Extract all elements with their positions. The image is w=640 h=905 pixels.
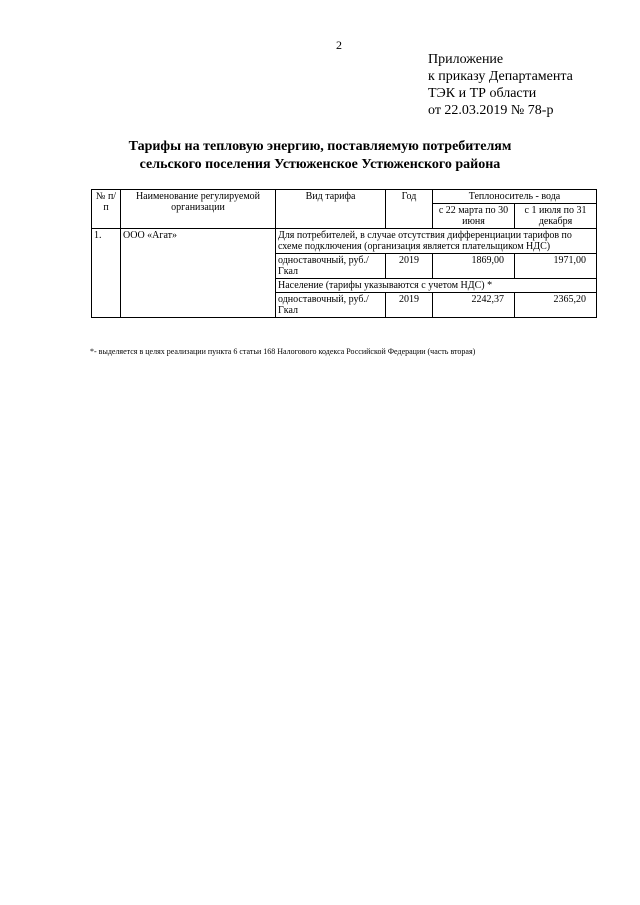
header-period-2: с 1 июля по 31 декабря — [515, 204, 597, 229]
appendix-line-3: ТЭК и ТР области — [428, 86, 537, 101]
group-1-tariff-type: одноставочный, руб./Гкал — [276, 254, 386, 279]
group-1-value-2: 1971,00 — [515, 254, 597, 279]
tariff-table — [91, 189, 597, 318]
page-number: 2 — [336, 38, 342, 52]
document-title — [80, 138, 560, 174]
title-line-1: Тарифы на тепловую энергию, поставляемую потребителям — [128, 139, 512, 154]
table-header-row — [92, 190, 597, 204]
appendix-line-1: Приложение — [428, 52, 504, 67]
appendix-line-2: к приказу Департамента — [428, 69, 573, 84]
header-organization: Наименование регулируемой организации — [121, 190, 276, 229]
group-2-tariff-type: одноставочный, руб./Гкал — [276, 293, 386, 318]
header-num: № п/п — [92, 190, 121, 229]
header-period-1: с 22 марта по 30 июня — [433, 204, 515, 229]
header-heat-carrier: Теплоноситель - вода — [433, 190, 597, 204]
title-line-2: сельского поселения Устюженское Устюженского района — [139, 157, 501, 172]
header-year: Год — [386, 190, 433, 229]
group-2-year: 2019 — [386, 293, 433, 318]
row-organization: ООО «Агат» — [121, 229, 276, 318]
row-num: 1. — [92, 229, 121, 318]
group-1-value-1: 1869,00 — [433, 254, 515, 279]
group-1-year: 2019 — [386, 254, 433, 279]
header-tariff-type: Вид тарифа — [276, 190, 386, 229]
footnote: *- выделяется в целях реализации пункта 6 статьи 168 Налогового кодекса Российской Федерации (часть вторая) — [90, 347, 476, 356]
group-2-label: Население (тарифы указываются с учетом НДС) * — [276, 279, 597, 293]
appendix-line-4: от 22.03.2019 № 78-р — [428, 103, 554, 118]
group-1-label: Для потребителей, в случае отсутствия дифференциации тарифов по схеме подключения (организация является плательщиком НДС) — [276, 229, 597, 254]
group-2-value-2: 2365,20 — [515, 293, 597, 318]
appendix-reference — [428, 51, 573, 119]
table-row — [92, 229, 597, 254]
group-2-value-1: 2242,37 — [433, 293, 515, 318]
